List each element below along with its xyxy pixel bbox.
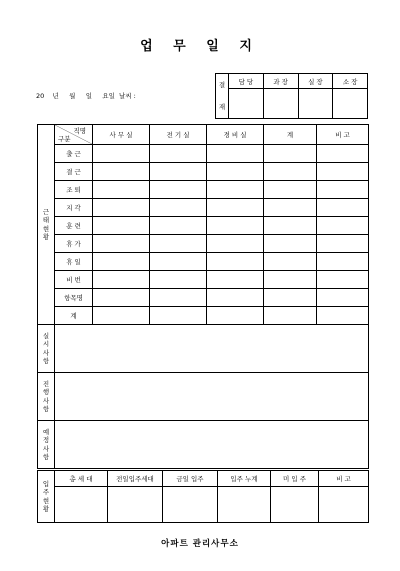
entry-cell[interactable] [207,199,264,217]
col-header-prev-day-households: 전일입주세대 [108,471,163,487]
entry-cell[interactable] [150,271,207,289]
col-header-remarks: 비 고 [319,471,369,487]
entry-cell[interactable] [264,235,317,253]
entry-cell[interactable] [317,217,369,235]
approval-role-manager: 과 장 [263,74,298,89]
col-header-total: 계 [264,125,317,145]
entry-cell[interactable] [264,199,317,217]
entry-cell[interactable] [150,253,207,271]
entry-cell[interactable] [150,289,207,307]
work-log-table [37,124,369,469]
approval-sign-cell[interactable] [333,89,368,119]
row-label: 결 근 [55,163,93,181]
entry-cell[interactable] [93,199,150,217]
col-header-not-moved-in: 미 입 주 [271,471,319,487]
row-label: 비 번 [55,271,93,289]
entry-cell[interactable] [93,235,150,253]
residents-table [37,470,369,523]
entry-cell[interactable] [150,163,207,181]
approval-label: 결 재 [216,74,229,119]
approval-sign-cell[interactable] [298,89,333,119]
in-progress-items-area[interactable] [55,373,369,421]
col-header-remarks: 비 고 [317,125,369,145]
entry-cell[interactable] [317,181,369,199]
entry-cell[interactable] [207,217,264,235]
entry-cell[interactable] [207,145,264,163]
col-header-security: 경 비 실 [207,125,264,145]
section-label-planned: 예 정 사 항 [38,421,55,469]
entry-cell[interactable] [317,199,369,217]
entry-cell[interactable] [93,253,150,271]
entry-cell[interactable] [207,181,264,199]
row-label: 출 근 [55,145,93,163]
col-header-today-move-in: 금일 입주 [163,471,218,487]
entry-cell[interactable] [108,487,163,523]
entry-cell[interactable] [317,145,369,163]
entry-cell[interactable] [93,271,150,289]
page-title: 업 무 일 지 [140,39,260,54]
entry-cell[interactable] [207,307,264,325]
entry-cell[interactable] [264,271,317,289]
entry-cell[interactable] [150,145,207,163]
row-label: 휴 일 [55,253,93,271]
row-label: 지 각 [55,199,93,217]
entry-cell[interactable] [317,235,369,253]
entry-cell[interactable] [264,253,317,271]
office-name-footer: 아파트 관리사무소 [161,539,239,549]
entry-cell[interactable] [319,487,369,523]
entry-cell[interactable] [218,487,271,523]
section-label-performed: 실 시 사 항 [38,325,55,373]
approval-role-director: 소 장 [333,74,368,89]
planned-items-area[interactable] [55,421,369,469]
entry-cell[interactable] [317,163,369,181]
col-header-electric: 전 기 실 [150,125,207,145]
entry-cell[interactable] [163,487,218,523]
entry-cell[interactable] [93,289,150,307]
entry-cell[interactable] [264,217,317,235]
col-header-cumulative-move-in: 입주 누계 [218,471,271,487]
entry-cell[interactable] [150,199,207,217]
date-weather-line: 20 년 월 일 요일 날씨 : [36,92,136,100]
entry-cell[interactable] [271,487,319,523]
corner-category: 구분 [58,135,71,143]
entry-cell[interactable] [264,181,317,199]
entry-cell[interactable] [264,145,317,163]
approval-sign-cell[interactable] [229,89,264,119]
col-header-office: 사 무 실 [93,125,150,145]
approval-role-staff: 담 당 [229,74,264,89]
entry-cell[interactable] [317,271,369,289]
entry-cell[interactable] [207,235,264,253]
entry-cell[interactable] [264,163,317,181]
section-label-in-progress: 진 행 사 항 [38,373,55,421]
entry-cell[interactable] [264,289,317,307]
col-header-total-households: 총 세 대 [55,471,108,487]
entry-cell[interactable] [93,145,150,163]
row-label: 조 퇴 [55,181,93,199]
entry-cell[interactable] [55,487,108,523]
row-label: 휴 가 [55,235,93,253]
entry-cell[interactable] [93,217,150,235]
approval-role-chief: 실 장 [298,74,333,89]
entry-cell[interactable] [93,163,150,181]
entry-cell[interactable] [317,253,369,271]
entry-cell[interactable] [150,307,207,325]
entry-cell[interactable] [93,307,150,325]
row-label: 계 [55,307,93,325]
row-label: 항목명 [55,289,93,307]
approval-table [215,73,368,119]
entry-cell[interactable] [207,271,264,289]
entry-cell[interactable] [150,181,207,199]
residents-section-label: 입 주 현 황 [38,471,55,523]
entry-cell[interactable] [317,289,369,307]
entry-cell[interactable] [150,217,207,235]
approval-sign-cell[interactable] [263,89,298,119]
row-label: 훈 련 [55,217,93,235]
attendance-section-label: 근 태 현 황 [38,125,55,325]
entry-cell[interactable] [93,181,150,199]
performed-items-area[interactable] [55,325,369,373]
entry-cell[interactable] [207,163,264,181]
entry-cell[interactable] [317,307,369,325]
attendance-corner-cell [55,125,93,145]
corner-job-title: 직명 [73,127,86,135]
entry-cell[interactable] [207,289,264,307]
entry-cell[interactable] [207,253,264,271]
entry-cell[interactable] [264,307,317,325]
entry-cell[interactable] [150,235,207,253]
